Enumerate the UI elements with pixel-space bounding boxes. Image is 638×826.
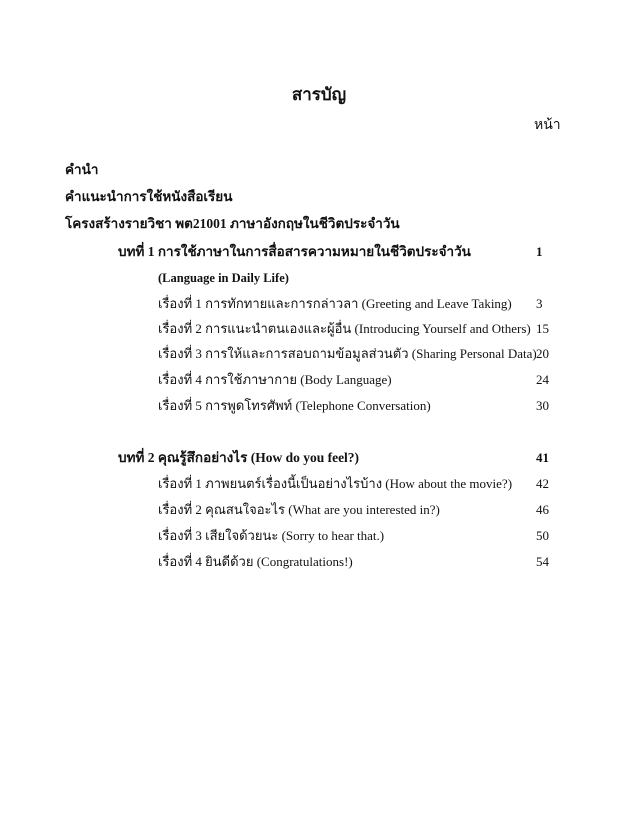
- toc-chapter-1[interactable]: บทที่ 1 การใช้ภาษาในการสื่อสารความหมายในชีวิตประจำวัน: [118, 244, 471, 259]
- toc-entry-how-to-use[interactable]: คำแนะนำการใช้หนังสือเรียน: [65, 189, 233, 204]
- toc-section-2-2-page: 46: [536, 502, 549, 517]
- toc-chapter-2[interactable]: บทที่ 2 คุณรู้สึกอย่างไร (How do you feel?): [118, 450, 360, 465]
- toc-section-2-4-page: 54: [536, 554, 549, 569]
- toc-entry-course-structure[interactable]: โครงสร้างรายวิชา พต21001 ภาษาอังกฤษในชีวิตประจำวัน: [65, 216, 400, 231]
- toc-chapter-1-subtitle: (Language in Daily Life): [158, 271, 289, 285]
- page-column-label: หน้า: [534, 118, 561, 133]
- toc-section-2-4[interactable]: เรื่องที่ 4 ยินดีด้วย (Congratulations!): [158, 554, 353, 569]
- toc-section-1-2[interactable]: เรื่องที่ 2 การแนะนำตนเองและผู้อื่น (Introducing Yourself and Others): [158, 321, 531, 336]
- toc-section-1-1[interactable]: เรื่องที่ 1 การทักทายและการกล่าวลา (Greeting and Leave Taking): [158, 296, 512, 311]
- toc-section-1-3[interactable]: เรื่องที่ 3 การให้และการสอบถามข้อมูลส่วนตัว (Sharing Personal Data): [158, 346, 537, 361]
- toc-section-2-1[interactable]: เรื่องที่ 1 ภาพยนตร์เรื่องนี้เป็นอย่างไรบ้าง (How about the movie?): [158, 476, 513, 491]
- toc-chapter-2-page: 41: [536, 450, 549, 465]
- toc-section-2-1-page: 42: [536, 476, 549, 491]
- toc-section-2-3-page: 50: [536, 528, 549, 543]
- toc-section-1-4[interactable]: เรื่องที่ 4 การใช้ภาษากาย (Body Language): [158, 372, 392, 387]
- toc-section-2-3[interactable]: เรื่องที่ 3 เสียใจด้วยนะ (Sorry to hear that.): [158, 528, 385, 543]
- toc-section-1-2-page: 15: [536, 321, 549, 336]
- toc-section-1-4-page: 24: [536, 372, 549, 387]
- toc-section-2-2[interactable]: เรื่องที่ 2 คุณสนใจอะไร (What are you interested in?): [158, 502, 440, 517]
- toc-chapter-1-page: 1: [536, 244, 543, 259]
- toc-section-1-3-page: 20: [536, 346, 549, 361]
- toc-entry-foreword[interactable]: คำนำ: [65, 162, 99, 177]
- page-title: สารบัญ: [291, 85, 347, 104]
- toc-section-1-5-page: 30: [536, 398, 549, 413]
- toc-section-1-5[interactable]: เรื่องที่ 5 การพูดโทรศัพท์ (Telephone Conversation): [158, 398, 431, 413]
- toc-section-1-1-page: 3: [536, 296, 543, 311]
